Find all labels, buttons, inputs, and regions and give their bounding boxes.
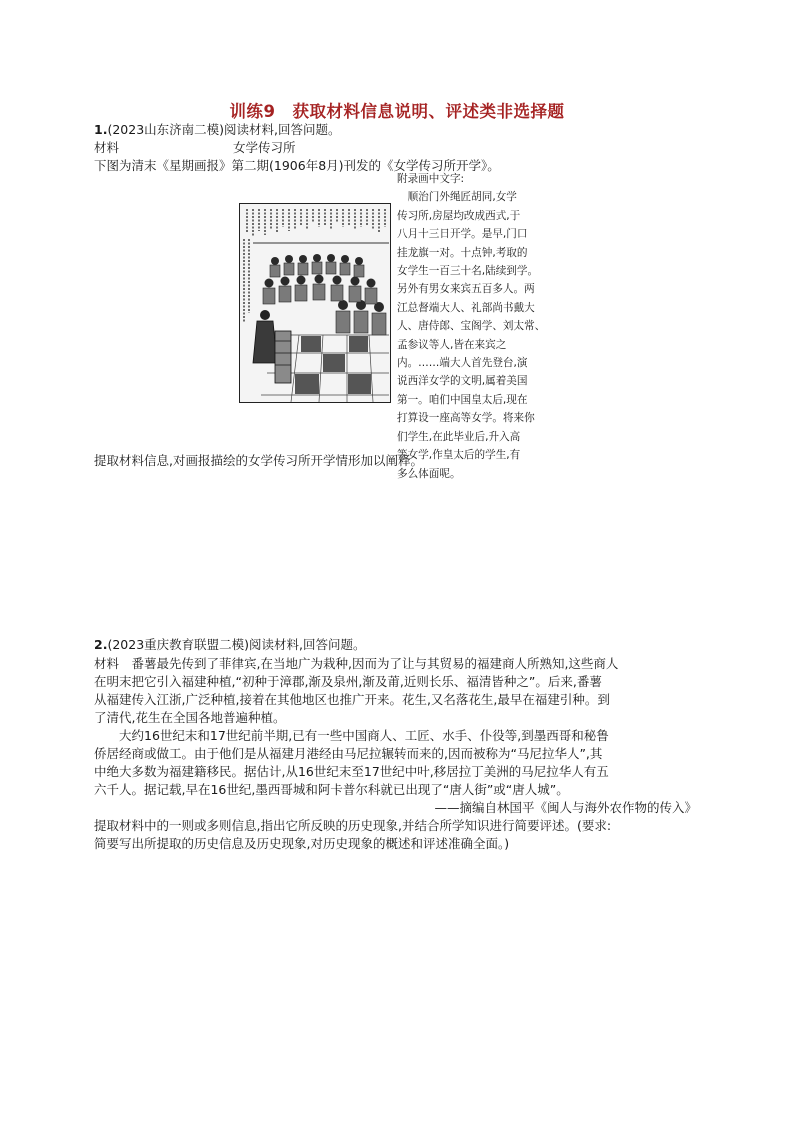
q2-question [94, 817, 611, 853]
question-line: 提取材料中的一则或多则信息,指出它所反映的历史现象,并结合所学知识进行简要评述。(要求: [94, 818, 612, 833]
caption-line: 人、唐侍郎、宝阁学、刘太常、 [397, 320, 546, 333]
caption-line: 附录画中文字: [397, 173, 465, 185]
page-title: 训练9 获取材料信息说明、评述类非选择题 [229, 102, 565, 121]
caption-line: 们学生,在此毕业后,升入高 [397, 430, 521, 443]
q2-number: 2. [94, 637, 108, 652]
illustration-caption [397, 170, 545, 483]
caption-line: 等女学,作皇太后的学生,有 [397, 449, 521, 462]
material-line: 大约16世纪末和17世纪前半期,已有一些中国商人、工匠、水手、仆役等,到墨西哥和秘鲁 [94, 728, 609, 743]
caption-line: 另外有男女来宾五百多人。两 [397, 283, 535, 296]
q1-material-title: 女学传习所 [233, 140, 296, 155]
q2-source: (2023重庆教育联盟二模)阅读材料,回答问题。 [107, 637, 366, 652]
material-line: 六千人。据记载,早在16世纪,墨西哥城和阿卡普尔科就已出现了“唐人街”或“唐人城”。 [94, 782, 569, 797]
material-line: 了清代,花生在全国各地普遍种植。 [94, 710, 286, 725]
q1-header [94, 121, 341, 139]
caption-line: 江总督端大人、礼部尚书戴大 [397, 301, 535, 314]
material-line: 侨居经商或做工。由于他们是从福建月港经由马尼拉辗转而来的,因而被称为“马尼拉华人”,其 [94, 746, 603, 761]
q2-material [94, 655, 618, 799]
q1-question: 提取材料信息,对画报描绘的女学传习所开学情形加以阐释。 [94, 453, 423, 468]
question-line: 简要写出所提取的历史信息及历史现象,对历史现象的概述和评述准确全面。) [94, 836, 510, 851]
material-line: 从福建传入江浙,广泛种植,接着在其他地区也推广开来。花生,又名落花生,最早在福建引种。到 [94, 692, 610, 707]
caption-line: 孟参议等人,皆在来宾之 [397, 338, 507, 351]
q2-citation: ——摘编自林国平《闽人与海外农作物的传入》 [434, 800, 697, 815]
caption-line: 挂龙旗一对。十点钟,考取的 [397, 246, 528, 259]
caption-line: 第一。咱们中国皇太后,现在 [397, 393, 528, 406]
q1-material-label: 材料 [94, 140, 120, 155]
newspaper-illustration [239, 203, 391, 403]
material-line: 材料 番薯最先传到了菲律宾,在当地广为栽种,因而为了让与其贸易的福建商人所熟知,这些商人 [94, 656, 619, 671]
caption-line: 传习所,房屋均改成西式,于 [397, 209, 521, 222]
caption-line: 内。……端大人首先登台,演 [397, 357, 528, 370]
caption-line: 八月十三日开学。是早,门口 [397, 228, 528, 241]
q1-source: (2023山东济南二模)阅读材料,回答问题。 [107, 122, 341, 137]
caption-line: 顺治门外绳匠胡同,女学 [397, 191, 517, 204]
q2-header [94, 636, 366, 654]
material-line: 中绝大多数为福建籍移民。据估计,从16世纪末至17世纪中叶,移居拉丁美洲的马尼拉华人有五 [94, 764, 609, 779]
q1-intro: 下图为清末《星期画报》第二期(1906年8月)刊发的《女学传习所开学》。 [94, 158, 500, 173]
caption-line: 打算设一座高等女学。将来你 [397, 412, 535, 425]
caption-line: 说西洋女学的文明,属着美国 [397, 375, 528, 388]
q1-number: 1. [94, 122, 108, 137]
caption-line: 女学生一百三十名,陆续到学。 [397, 265, 539, 278]
caption-line: 多么体面呢。 [397, 467, 461, 480]
material-line: 在明末把它引入福建种植,“初种于漳郡,渐及泉州,渐及莆,近则长乐、福清皆种之”。后来,番薯 [94, 674, 602, 689]
